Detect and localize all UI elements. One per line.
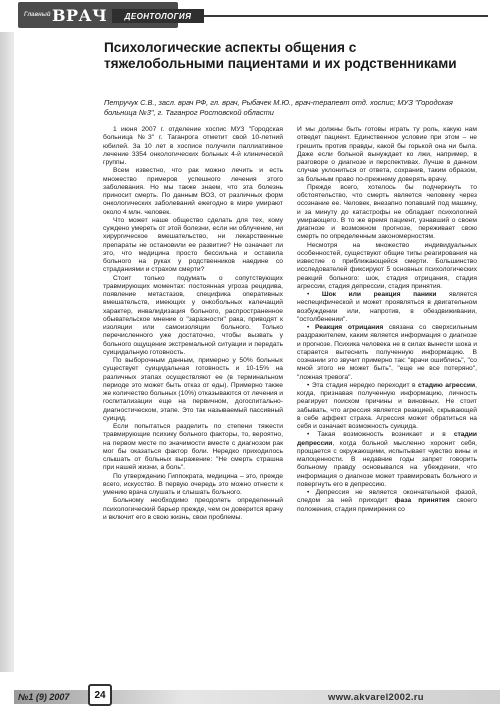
paragraph: • Депрессия не является окончательной фазой, следом за ней приходит фаза принятия своего положения, стадия примирения со (297, 489, 477, 513)
paragraph: Всем известно, что рак можно лечить и есть множество примеров успешного лечения этого заболевания. Но мы также знаем, что эта болезнь приносит смерть. По данным ВОЗ, от различных форм онкологических заболеваний ежегодно в мире умирают около 4 млн. человек. (103, 167, 283, 216)
header-divider (204, 15, 488, 17)
paragraph: 1 июня 2007 г. отделение хоспис МУЗ "Городская больница №3" г. Таганрога отметит свой 10-летний юбилей. За 10 лет в хосписе получили паллиативное лечение 3354 онкологических больных 4-й клинической группы. (103, 126, 283, 166)
page-header (0, 0, 500, 32)
footer-bar (14, 690, 500, 704)
paragraph-text: Эта стадия нередко переходит в (311, 381, 419, 389)
issue-number: №1 (9) 2007 (18, 692, 70, 702)
left-column (103, 126, 283, 522)
term-shock: Шок или реакция паники (321, 291, 437, 298)
paragraph-text: Депрессия не является окончательной фазой, следом за ней приходит (297, 489, 477, 505)
logo-subtitle: Главный (24, 12, 51, 18)
paragraph: И мы должны быть готовы играть ту роль, какую нам отведет пациент. Единственное условие при этом – не грешить против правды, какой бы горькой она ни была. Даже если больной вынуждает ко лжи, например, в разговоре о диагнозе и перспективах. Лучше в данном случае уклониться от ответа, сохранив, таким образом, за больным право по-прежнему доверять врачу. (297, 126, 477, 183)
term-depression: стадии депрессии (297, 431, 477, 447)
paragraph: По выборочным данным, примерно у 50% больных существует суицидальная готовность и 10-15% на различных этапах осуществляют ее (в терминальном периоде это может быть отказ от еды). Примерно также же количество больных (10%) отказываются от лечения и госпитализации еще на первичном, догоспитально-диагностическом, этапе. Это так называемый пассивный суицид. (103, 357, 283, 422)
paragraph: Прежде всего, хотелось бы подчеркнуть то обстоятельство, что смерть является человеку через осознание ее. Человек, внезапно попавший под машину, и за минуту до катастрофы не обладает психологией умирающего. В то же время пациент, узнавший о своем диагнозе и возможном прогнозе, переживает свою смерть по определенным закономерностям. (297, 183, 477, 241)
side-decoration (0, 32, 14, 672)
paragraph-text: является неспецифической и может проявляться в двигательном возбуждении или, напротив, в обездвиживании, "остолбенении". (297, 291, 477, 323)
paragraph: По утверждению Гиппократа, медицина – это, прежде всего, искусство. В первую очередь это можно отнести к умению врача слушать и слышать больного. (103, 472, 283, 496)
term-acceptance: фаза принятия (394, 497, 450, 505)
right-column (297, 126, 477, 514)
paragraph-text: Такая возможность возникает и в (317, 431, 454, 439)
term-aggression: стадию агрессии (418, 381, 476, 389)
page-number: 24 (88, 684, 112, 706)
rubric-label: ДЕОНТОЛОГИЯ (112, 9, 204, 23)
paragraph-text: своего положения, стадия примирения со (297, 497, 477, 513)
paragraph: • Эта стадия нередко переходит в стадию агрессии, когда, признавая полученную информацию, личность реагирует поиском причины и виновных. Не стоит забывать, что агрессия является реакцией, скрывающей в себе аффект страха. Агрессия может обратиться на себя и означает возможность суицида. (297, 381, 478, 430)
paragraph: Что может наше общество сделать для тех, кому суждено умереть от этой болезни, если ни облучение, ни хирургическое вмешательство, ни лекарственные препараты не остановили ее развитие? Не означает ли это, что медицина просто бессильна и оставила больного на руках у родственников наедине со страданиями и страхом смерти? (103, 216, 283, 274)
paragraph-text: , когда больной мысленно хоронит себя, прощается с окружающими, испытывает чувство вины и малоценности. В недавние годы запрет говорить больному правду основывался на убеждении, что информация о диагнозе может травмировать больного и повергнуть его в депрессию. (297, 439, 477, 488)
paragraph-text: связана со сверхсильным раздражителем, каким является информация о диагнозе и прогнозе. Психика человека не в силах вынести шока и старается вытеснить полученную информацию. В сознании это звучит примерно так: "врачи ошиблись", "со мной этого не может быть", "еще не все потеряно", "ложная тревога". (297, 324, 477, 381)
paragraph: Стоит только подумать о сопутствующих травмирующих моментах: постоянная угроза рецидива, появление метастазов, специфика оперативных вмешательств, имеющих у онкобольных калечащий характер, инвалидизация больного, распространенное обывательское мнение о "заразности" рака, приводят к изоляции или самоизоляции больного. Только перечисленного уже достаточно, чтобы вызвать у больного ощущение экстремальной ситуации и передать суицидальную готовность. (103, 274, 283, 356)
website-link[interactable]: www.akvarel2002.ru (328, 692, 424, 703)
article-title: Психологические аспекты общения с тяжелобольными пациентами и их родственниками (104, 40, 457, 71)
paragraph: Если попытаться разделить по степени тяжести травмирующие психику больного факторы, то, вероятно, на первом месте по значимости вместе с диагнозом рак мог бы оказаться фактор боли. Нередко приходилось слышать от больных выражение: "Не смерть страшна при нашей жизни, а боль". (103, 423, 283, 472)
paragraph: • Такая возможность возникает и в стадии депрессии, когда больной мысленно хоронит себя, прощается с окружающими, испытывает чувство вины и малоценности. В недавние годы запрет говорить больному правду основывался на убеждении, что информация о диагнозе может травмировать больного и повергнуть его в депрессию. (297, 431, 477, 488)
paragraph: Больному необходимо преодолеть определенный психологический барьер прежде, чем он доверится врачу и включит его в свою жизнь, свои проблемы. (103, 497, 283, 521)
logo-title: ВРАЧ (52, 5, 108, 25)
paragraph: • Реакция отрицания связана со сверхсильным раздражителем, каким является информация о диагнозе и прогнозе. Психика человека не в силах вынести шока и старается вытеснить полученную информацию. В сознании это звучит примерно так: "врачи ошиблись", "со мной этого не может быть", "еще не все потеряно", "ложная тревога". (297, 324, 477, 381)
paragraph: Несмотря на множество индивидуальных особенностей, существуют общие типы реагирования на известие о приближающейся смерти. Большинство исследователей фиксируют 5 основных психологических реакций больного: шок, стадия отрицания, стадия агрессии, стадия депрессии, стадия принятия. (297, 241, 477, 290)
article-authors: Петручук С.В., засл. врач РФ, гл. врач, Рыбачек М.Ю., врач-терапевт отд. хоспис; МУЗ "Городская больница №3", г. Таганрог Ростовской области (104, 98, 453, 117)
paragraph: • Шок или реакция паники является неспецифической и может проявляться в двигательном возбуждении или, напротив, в обездвиживании, "остолбенении". (297, 291, 477, 323)
page-footer (0, 680, 500, 708)
term-denial: Реакция отрицания (315, 324, 384, 331)
paragraph-text: , когда, признавая полученную информацию, личность реагирует поиском причины и виновных. Не стоит забывать, что агрессия является реакцией, скрывающей в себе аффект страха. Агрессия может обратиться на себя и означает возможность суицида. (297, 381, 478, 430)
